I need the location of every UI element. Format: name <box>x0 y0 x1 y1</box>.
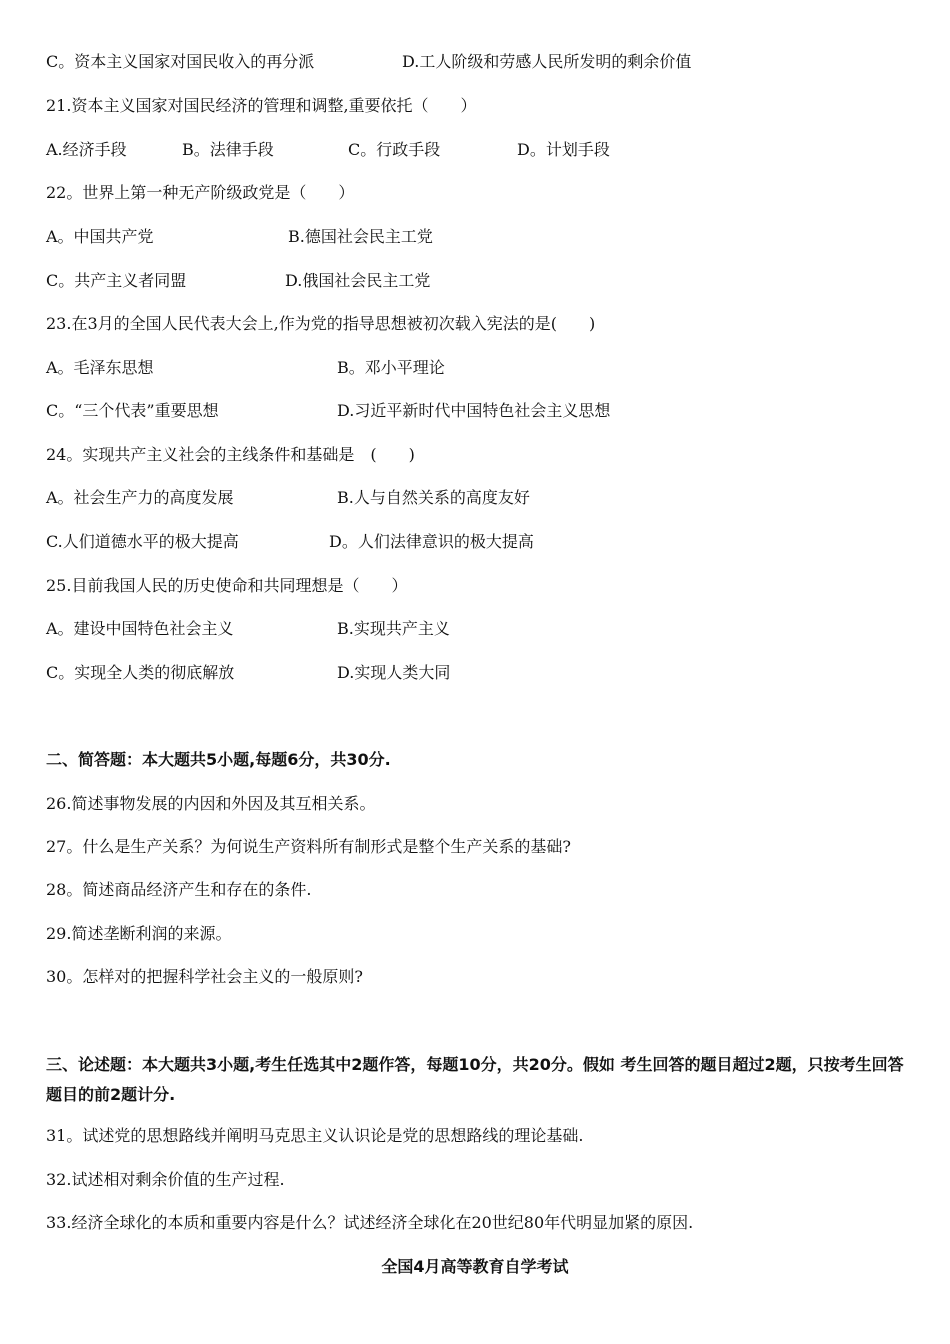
q25-option-a: A。建设中国特色社会主义 <box>46 619 234 638</box>
q28-text: 28。简述商品经济产生和存在的条件. <box>46 880 312 899</box>
q23-option-d: D.习近平新时代中国特色社会主义思想 <box>337 401 611 420</box>
q22-option-c: C。共产主义者同盟 <box>46 271 187 290</box>
q24-stem: 24。实现共产主义社会的主线条件和基础是 ( ) <box>46 445 415 464</box>
q27-text: 27。什么是生产关系？为何说生产资料所有制形式是整个生产关系的基础? <box>46 837 571 856</box>
q24-option-d: D。人们法律意识的极大提高 <box>329 532 534 551</box>
q21-option-d: D。计划手段 <box>517 140 610 159</box>
q25-stem: 25.目前我国人民的历史使命和共同理想是（ ） <box>46 576 408 595</box>
q22-option-d: D.俄国社会民主工党 <box>285 271 431 290</box>
q33-text: 33.经济全球化的本质和重要内容是什么？试述经济全球化在20世纪80年代明显加紧的原因. <box>46 1213 694 1232</box>
q22-option-a: A。中国共产党 <box>46 227 154 246</box>
q22-stem: 22。世界上第一种无产阶级政党是（ ） <box>46 183 355 202</box>
q24-option-a: A。社会生产力的高度发展 <box>46 488 234 507</box>
q30-text: 30。怎样对的把握科学社会主义的一般原则? <box>46 967 363 986</box>
q21-stem: 21.资本主义国家对国民经济的管理和调整,重要依托（ ） <box>46 96 477 115</box>
q26-text: 26.简述事物发展的内因和外因及其互相关系。 <box>46 794 376 813</box>
q21-option-a: A.经济手段 <box>46 140 127 159</box>
q32-text: 32.试述相对剩余价值的生产过程. <box>46 1170 285 1189</box>
q25-option-d: D.实现人类大同 <box>337 663 451 682</box>
q24-option-b: B.人与自然关系的高度友好 <box>337 488 530 507</box>
q23-option-b: B。邓小平理论 <box>337 358 445 377</box>
q22-option-b: B.德国社会民主工党 <box>288 227 433 246</box>
q24-option-c: C.人们道德水平的极大提高 <box>46 532 239 551</box>
q23-stem: 23.在3月的全国人民代表大会上,作为党的指导思想被初次载入宪法的是( ) <box>46 314 596 333</box>
q20-option-d: D.工人阶级和劳感人民所发明的剩余价值 <box>402 52 692 71</box>
section3-heading: 三、论述题：本大题共3小题,考生任选其中2题作答，每题10分，共20分。假如 考生回答的题目超过2题，只按考生回答题目的前2题计分. <box>46 1055 904 1104</box>
q25-option-b: B.实现共产主义 <box>337 619 450 638</box>
section2-heading: 二、简答题：本大题共5小题,每题6分，共30分. <box>46 750 391 769</box>
q21-option-b: B。法律手段 <box>182 140 274 159</box>
q23-option-a: A。毛泽东思想 <box>46 358 154 377</box>
exam-title: 全国4月高等教育自学考试 <box>381 1257 569 1276</box>
q20-option-c: C。资本主义国家对国民收入的再分派 <box>46 52 315 71</box>
q25-option-c: C。实现全人类的彻底解放 <box>46 663 235 682</box>
q31-text: 31。试述党的思想路线并阐明马克思主义认识论是党的思想路线的理论基础. <box>46 1126 584 1145</box>
q23-option-c: C。“三个代表”重要思想 <box>46 401 219 420</box>
q29-text: 29.简述垄断利润的来源。 <box>46 924 232 943</box>
q21-option-c: C。行政手段 <box>348 140 441 159</box>
